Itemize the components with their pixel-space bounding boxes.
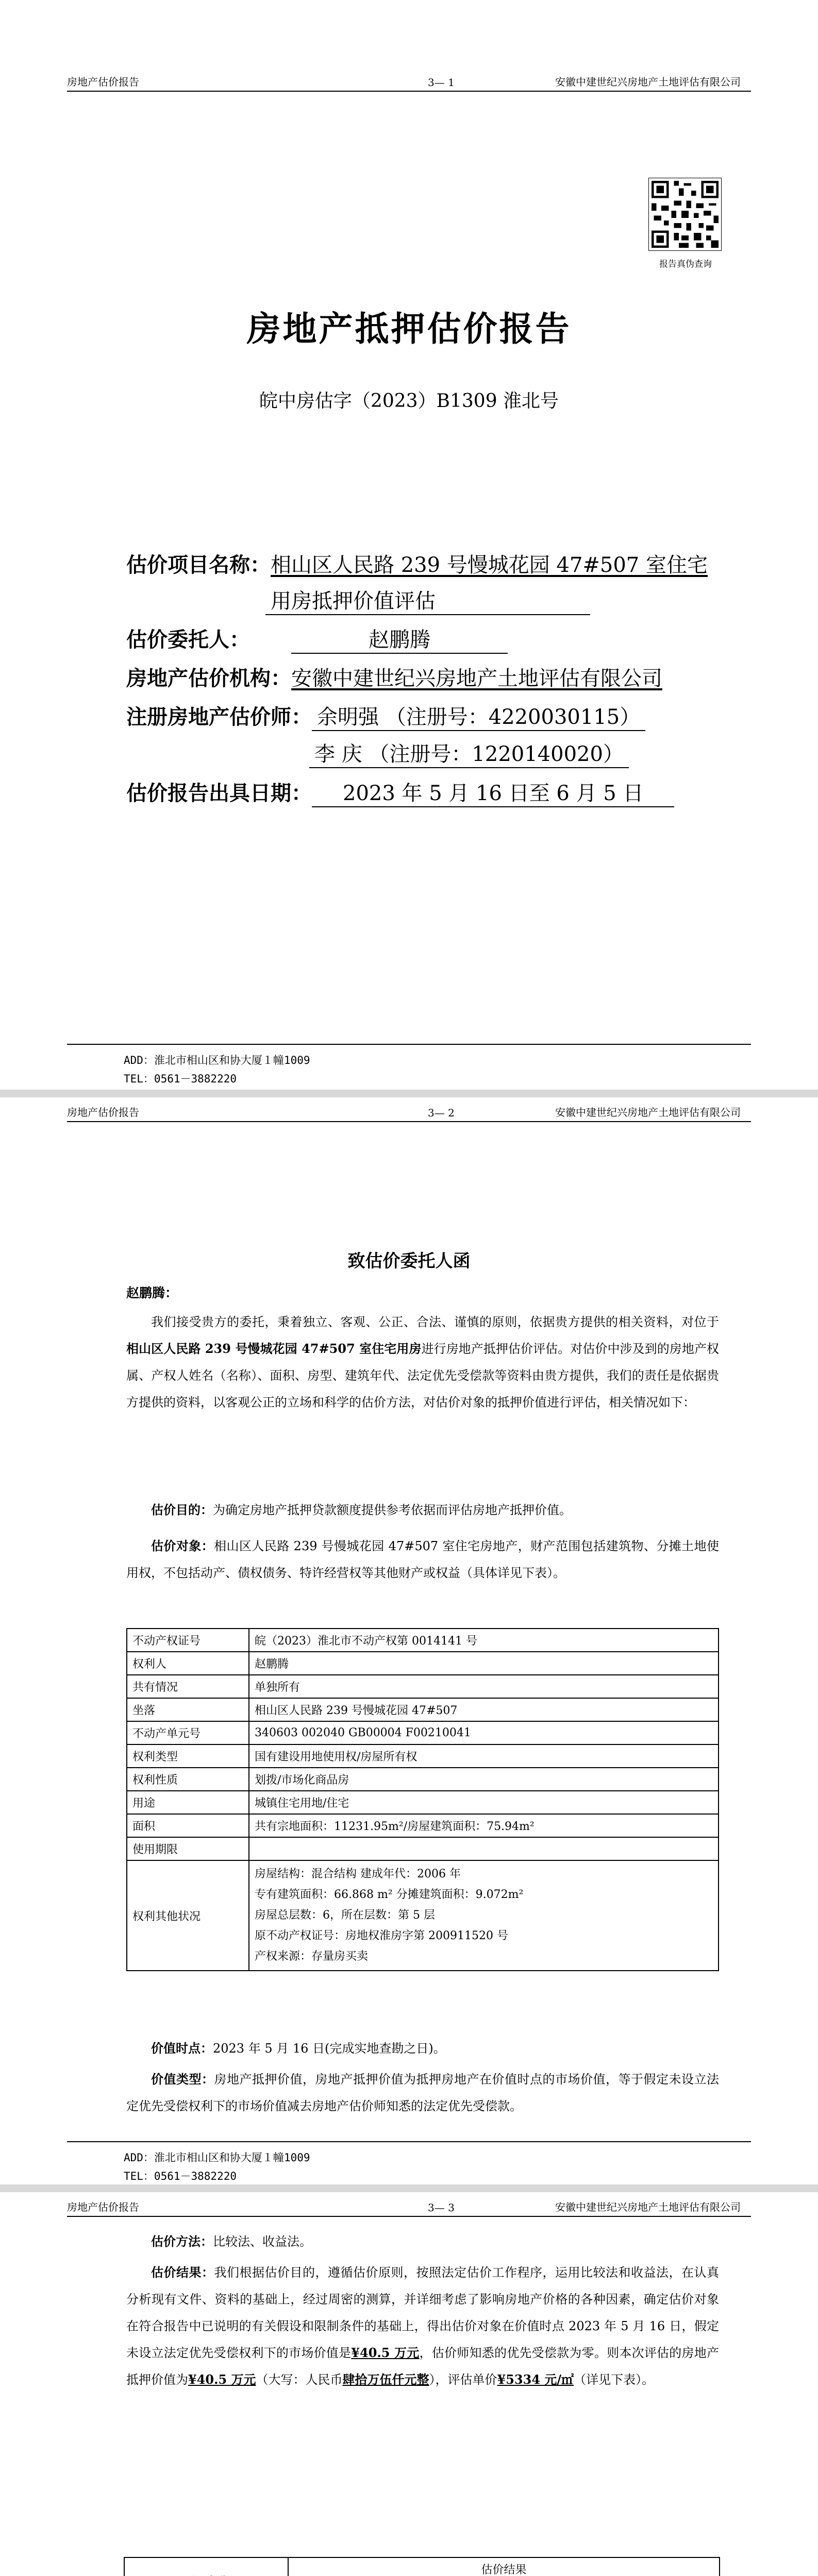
agency-label: 房地产估价机构： (126, 666, 291, 690)
intro-text-2: 进行房地产抵押估价评估。对估价中涉及到的房地产权属、产权人姓名（名称）、面积、房型、建筑年代、法定优先受偿款等资料由贵方提供，我们的责任是依据贵方提供的资料，以客观公正的立场和科学的估价方法，对估价对象的抵押价值进行评估，相关情况如下： (126, 1342, 720, 1410)
header-company: 安徽中建世纪兴房地产土地评估有限公司 (555, 2201, 741, 2213)
project-value-2: 用房抵押价值评估 (265, 585, 590, 615)
result-label: 估价结果： (151, 2265, 214, 2280)
purpose-label: 估价目的： (151, 1502, 213, 1517)
project-label: 估价项目名称： (126, 553, 271, 577)
table-key: 权利类型 (127, 1744, 249, 1768)
table-row (127, 1675, 719, 1698)
project-value: 相山区人民路 239 号慢城花园 47#507 室住宅 (271, 553, 708, 577)
header-page-number: 3— 1 (428, 76, 455, 89)
table-value: 国有建设用地使用权/房屋所有权 (249, 1744, 719, 1768)
page-footer (124, 2148, 751, 2184)
page-header (67, 77, 751, 92)
header-left: 房地产估价报告 (67, 76, 139, 88)
page-footer (124, 1051, 751, 1088)
date-row (126, 777, 674, 807)
table-value: 相山区人民路 239 号慢城花园 47#507 (249, 1698, 719, 1721)
table-row (127, 1698, 719, 1721)
header-company: 安徽中建世纪兴房地产土地评估有限公司 (555, 1106, 741, 1118)
table-row-other (127, 1860, 719, 1971)
report-number: 皖中房估字（2023）B1309 淮北号 (259, 391, 559, 412)
result-table (124, 2557, 720, 2576)
table-key: 使用期限 (127, 1837, 249, 1860)
table-value: 赵鹏腾 (249, 1652, 719, 1675)
agency-row (126, 662, 662, 691)
result-paragraph (126, 2259, 719, 2393)
appraiser-1: 余明强 （注册号：4220030115） (312, 701, 645, 731)
time-text: 2023 年 5 月 16 日(完成实地查勘之日)。 (213, 2041, 446, 2056)
result-unit-price: ¥5334 元/㎡ (497, 2372, 574, 2387)
type-text: 房地产抵押价值，房地产抵押价值为抵押房地产在价值时点的市场价值，等于假定未设立法定优先受偿权利下的市场价值减去房地产估价师知悉的法定优先受偿款。 (126, 2072, 719, 2113)
header-left: 房地产估价报告 (67, 1106, 139, 1118)
table-value (249, 1860, 719, 1971)
footer-rule (67, 1044, 751, 1045)
date-label: 估价报告出具日期： (126, 781, 312, 805)
result-text-1: 我们根据估价目的，遵循估价原则，按照法定估价工作程序，运用比较法和收益法，在认真分析现有文件、资料的基础上，经过周密的测算，并详细考虑了影响房地产价格的各种因素，确定估价对象在符合报告中已说明的有关假设和限制条件的基础上，得出估价对象在价值时点 2023 年 5 月 16 日，假定未设立法定优先受偿权利下的市场价值是 (126, 2265, 719, 2360)
table-value: 城镇住宅用地/住宅 (249, 1791, 719, 1814)
table-key: 不动产单元号 (127, 1721, 249, 1744)
object-text: 相山区人民路 239 号慢城花园 47#507 室住宅房地产，财产范围包括建筑物、分摊土地使用权，不包括动产、债权债务、特许经营权等其他财产或权益（具体详见下表）。 (126, 1539, 720, 1580)
table-key: 坐落 (127, 1698, 249, 1721)
table-key: 权利性质 (127, 1768, 249, 1791)
appraiser-row-2 (309, 738, 629, 768)
project-row (126, 549, 708, 578)
appraiser-row (126, 701, 645, 731)
result-text-3: （大写：人民币 (256, 2372, 343, 2387)
object-paragraph (126, 1533, 719, 1586)
header-group: 估价结果 (288, 2557, 720, 2576)
table-row (127, 1652, 719, 1675)
letter-page (0, 1097, 818, 2184)
page-header (67, 2202, 751, 2217)
table-row (127, 1744, 719, 1768)
other-line: 原不动产权证号：房地权淮房字第 200911520 号 (255, 1929, 508, 1942)
table-key: 用途 (127, 1791, 249, 1814)
client-label: 估价委托人： (126, 628, 250, 652)
qr-caption: 报告真伪查询 (659, 259, 712, 269)
footer-phone: TEL：0561－3882220 (124, 1073, 237, 1085)
table-value: 340603 002040 GB00004 F00210041 (249, 1721, 719, 1744)
header-company: 安徽中建世纪兴房地产土地评估有限公司 (555, 76, 741, 88)
object-label: 估价对象： (151, 1538, 214, 1553)
other-line: 专有建筑面积：66.868 m² 分摊建筑面积：9.072m² (255, 1888, 524, 1901)
client-value: 赵鹏腾 (291, 623, 508, 654)
table-key: 共有情况 (127, 1675, 249, 1698)
result-market-value: ¥40.5 万元 (351, 2345, 420, 2360)
agency-value: 安徽中建世纪兴房地产土地评估有限公司 (291, 667, 662, 690)
result-mortgage-value: ¥40.5 万元 (188, 2372, 256, 2387)
intro-property: 相山区人民路 239 号慢城花园 47#507 室住宅用房 (126, 1341, 422, 1356)
type-paragraph (126, 2066, 719, 2120)
header-page-number: 3— 2 (428, 1107, 455, 1119)
purpose-text: 为确定房地产抵押贷款额度提供参考依据而评估房地产抵押价值。 (213, 1503, 572, 1517)
footer-address: ADD：淮北市相山区和协大厦１幢1009 (124, 2151, 310, 2164)
method-label: 估价方法： (151, 2234, 213, 2249)
purpose-paragraph (126, 1497, 719, 1523)
result-text-5: （详见下表）。 (574, 2372, 655, 2387)
table-row (127, 1791, 719, 1814)
table-value: 划拨/市场化商品房 (249, 1768, 719, 1791)
table-row (127, 1768, 719, 1791)
footer-phone: TEL：0561－3882220 (124, 2170, 237, 2182)
table-value: 单独所有 (249, 1675, 719, 1698)
result-text-2: ，估价师知悉的优先受偿款为零。则本次评估的房地产抵押价值为 (126, 2346, 720, 2387)
client-row (126, 623, 508, 654)
type-label: 价值类型： (151, 2072, 214, 2087)
addressee: 赵鹏腾： (126, 1285, 178, 1300)
page-header (67, 1108, 751, 1122)
table-key: 不动产权证号 (127, 1629, 249, 1652)
table-key: 权利其他状况 (127, 1860, 249, 1971)
result-page (0, 2192, 818, 2576)
other-line: 房屋结构：混合结构 建成年代：2006 年 (255, 1868, 461, 1880)
property-info-table (126, 1628, 719, 1971)
project-row-2 (265, 585, 590, 615)
result-text-4: ），评估单价 (429, 2372, 497, 2387)
footer-rule (67, 2141, 751, 2142)
result-capital-value: 肆拾万伍仟元整 (342, 2372, 429, 2387)
method-paragraph (126, 2228, 719, 2255)
header-item (124, 2557, 288, 2576)
time-label: 价值时点： (151, 2041, 213, 2056)
table-key: 面积 (127, 1814, 249, 1837)
appraiser-2: 李 庆 （注册号：1220140020） (309, 738, 629, 768)
method-text: 比较法、收益法。 (213, 2234, 312, 2249)
table-row (127, 1837, 719, 1860)
table-key: 权利人 (127, 1652, 249, 1675)
date-value: 2023 年 5 月 16 日至 6 月 5 日 (312, 777, 674, 807)
qr-code-icon[interactable] (648, 178, 722, 251)
table-value: 皖（2023）淮北市不动产权第 0014141 号 (249, 1629, 719, 1652)
intro-text-1: 我们接受贵方的委托，秉着独立、客观、公正、合法、谨慎的原则，依据贵方提供的相关资料，对位于 (151, 1315, 719, 1329)
table-value (249, 1837, 719, 1860)
time-paragraph (126, 2035, 719, 2062)
header-left: 房地产估价报告 (67, 2201, 139, 2213)
table-row (127, 1814, 719, 1837)
appraiser-label: 注册房地产估价师： (126, 705, 312, 729)
table-row (127, 1629, 719, 1652)
table-row (127, 1721, 719, 1744)
other-line: 房屋总层数：6，所在层数：第 5 层 (255, 1909, 435, 1922)
table-value: 共有宗地面积：11231.95m²/房屋建筑面积：75.94m² (249, 1814, 719, 1837)
table-header-row (124, 2557, 720, 2576)
letter-title: 致估价委托人函 (347, 1251, 471, 1272)
report-title: 房地产抵押估价报告 (246, 309, 572, 349)
cover-page (0, 0, 818, 1090)
other-line: 产权来源：存量房买卖 (255, 1950, 369, 1963)
header-page-number: 3— 3 (428, 2201, 455, 2214)
footer-address: ADD：淮北市相山区和协大厦１幢1009 (124, 1054, 310, 1066)
intro-paragraph (126, 1309, 719, 1416)
